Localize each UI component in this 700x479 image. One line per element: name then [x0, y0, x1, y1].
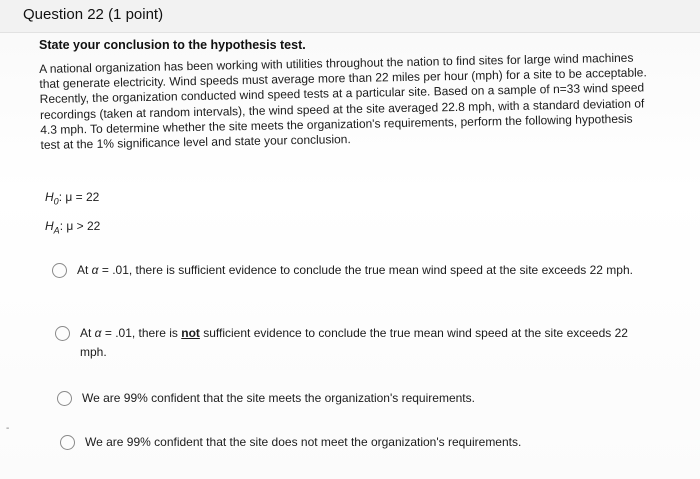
- answer-option-1-radio[interactable]: [52, 263, 67, 278]
- option-2-not-emphasis: not: [181, 326, 200, 340]
- answer-option-3-label[interactable]: We are 99% confident that the site meets the organization's requirements.: [82, 391, 475, 405]
- problem-text: A national organization has been working with utilities throughout the nation to find sites for large wind machines that generate electricity. Wind speeds must average more than 22 miles per hour (mph) for a site to be acceptable. Recently, the organization conducted wind speed tests at a particular site. Based on a sample of n=33 wind speed recordings (taken at random intervals), the wind speed at the site averaged 22.8 mph, with a standard deviation of 4.3 mph. To determine whether the site meets the organization's requirements, perform the following hypothesis test at the 1% significance level and state your conclusion.: [39, 50, 647, 152]
- option-2-mid: = .01, there is: [101, 326, 182, 340]
- question-points: (1 point): [108, 6, 164, 23]
- option-2-prefix: At: [80, 326, 95, 340]
- answer-option-1-label[interactable]: [77, 261, 637, 280]
- answer-option-4-radio[interactable]: [60, 435, 75, 450]
- answer-option-4-label[interactable]: We are 99% confident that the site does not meet the organization's requirements.: [85, 435, 522, 449]
- null-hypothesis: [45, 190, 99, 206]
- alternative-hypothesis: [45, 219, 100, 235]
- option-2-rest: sufficient evidence to conclude the true mean wind speed at the site exceeds 22 mph.: [80, 326, 628, 359]
- margin-mark: -: [6, 423, 10, 434]
- null-hypothesis-letter: H: [45, 190, 54, 204]
- option-1-prefix: At: [77, 263, 92, 277]
- question-number: Question 22: [23, 6, 104, 23]
- option-1-alpha: α: [91, 263, 99, 277]
- question-header: [0, 0, 700, 33]
- alternative-hypothesis-letter: H: [45, 219, 54, 233]
- question-title: [23, 6, 163, 23]
- option-1-rest: = .01, there is sufficient evidence to conclude the true mean wind speed at the site exceeds 22 mph.: [98, 263, 633, 277]
- null-hypothesis-relation: : μ = 22: [58, 190, 100, 204]
- alternative-hypothesis-relation: : μ > 22: [59, 219, 101, 233]
- answer-option-2-radio[interactable]: [55, 326, 70, 341]
- instruction-text: State your conclusion to the hypothesis test.: [39, 38, 306, 52]
- null-hypothesis-subscript: 0: [53, 196, 59, 207]
- answer-option-2-label[interactable]: [80, 324, 640, 362]
- option-2-alpha: α: [94, 326, 102, 340]
- alternative-hypothesis-subscript: A: [53, 225, 60, 236]
- answer-option-3-radio[interactable]: [57, 391, 72, 406]
